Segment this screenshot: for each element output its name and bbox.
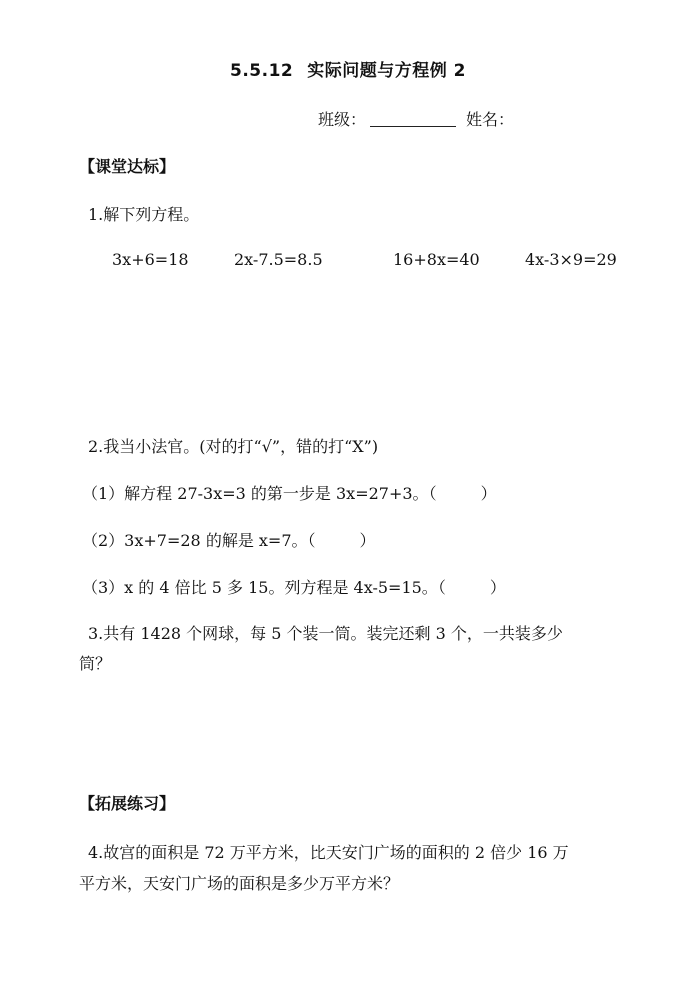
- name-label: 姓名：: [466, 110, 515, 129]
- judgement-item-3-answer[interactable]: （ ）: [437, 578, 506, 597]
- question-1-stem: 1.解下列方程。: [88, 205, 200, 224]
- equation-2: 2x-7.5=8.5: [234, 250, 323, 269]
- question-3-line-1: 3.共有 1428 个网球，每 5 个装一筒。装完还剩 3 个，一共装多少: [88, 624, 563, 643]
- page-title: [0, 63, 696, 80]
- class-blank[interactable]: [370, 111, 456, 127]
- judgement-item-2-answer[interactable]: （ ）: [307, 531, 376, 550]
- lesson-title: 实际问题与方程例 2: [307, 61, 466, 81]
- question-2-stem: 2.我当小法官。(对的打“√”，错的打“X”): [88, 437, 379, 456]
- section-practice-heading: 【课堂达标】: [79, 157, 176, 176]
- equation-3: 16+8x=40: [393, 250, 480, 269]
- judgement-item-2-text: （2）3x+7=28 的解是 x=7。: [82, 531, 308, 550]
- judgement-item-3-text: （3）x 的 4 倍比 5 多 15。列方程是 4x-5=15。: [82, 578, 438, 597]
- question-4-line-1: 4.故宫的面积是 72 万平方米，比天安门广场的面积的 2 倍少 16 万: [88, 843, 569, 862]
- student-info-line: [318, 111, 514, 128]
- judgement-item-3: [82, 580, 506, 596]
- equation-4: 4x-3×9=29: [525, 250, 617, 269]
- judgement-item-1-answer[interactable]: （ ）: [428, 484, 497, 503]
- judgement-item-1: [82, 486, 497, 502]
- question-3-line-2: 筒？: [79, 654, 112, 673]
- judgement-item-2: [82, 533, 376, 549]
- class-label: 班级：: [318, 110, 367, 129]
- question-4-line-2: 平方米，天安门广场的面积是多少万平方米？: [79, 874, 400, 893]
- section-extension-heading: 【拓展练习】: [79, 794, 176, 813]
- equation-1: 3x+6=18: [112, 250, 189, 269]
- judgement-item-1-text: （1）解方程 27-3x=3 的第一步是 3x=27+3。: [82, 484, 429, 503]
- lesson-number: 5.5.12: [230, 61, 294, 81]
